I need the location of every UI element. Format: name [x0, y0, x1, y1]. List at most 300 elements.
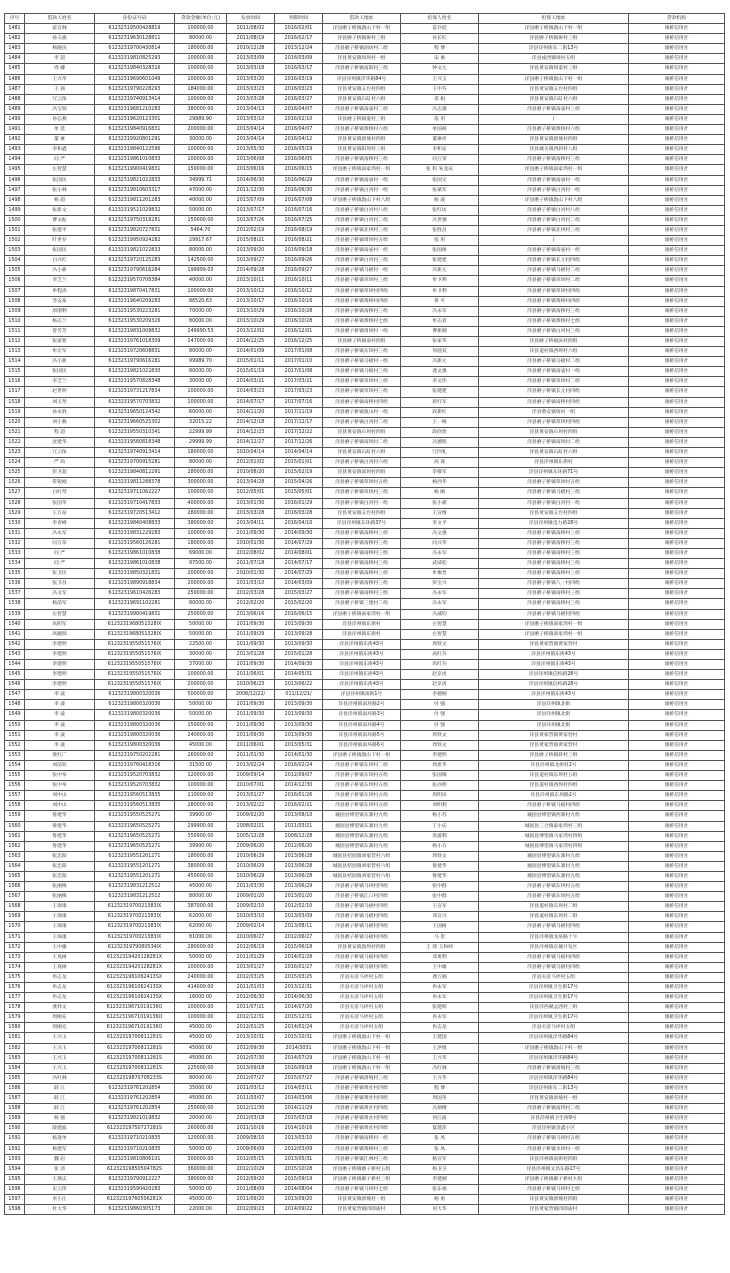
cell-institution: 康桥信用社 — [629, 771, 725, 781]
cell-guarantor: 王洪维 — [401, 1043, 479, 1053]
cell-borrower: 王兴玉 — [25, 1033, 95, 1043]
table-row — [5, 932, 725, 942]
cell-borrower: 曾芳芳 — [25, 326, 95, 336]
cell-borrower: 鲁建华 — [25, 821, 95, 831]
cell-issue-date: 2012/10/29 — [227, 1164, 275, 1174]
cell-borrower-address: 洋县洋州镇南环路4号 — [323, 720, 401, 730]
cell-seq: 1596 — [5, 1184, 25, 1194]
cell-amount: 80000.00 — [175, 599, 227, 609]
cell-seq: 1544 — [5, 660, 25, 670]
cell-amount: 22500.00 — [175, 639, 227, 649]
cell-borrower: 杨晓民 — [25, 44, 95, 54]
cell-id-number: 6123231955051576IX — [95, 649, 175, 659]
cell-issue-date: 2013/04/11 — [227, 518, 275, 528]
table-row — [5, 276, 725, 286]
cell-borrower: 冉志龙 — [25, 972, 95, 982]
cell-amount: 180000.00 — [175, 44, 227, 54]
cell-id-number: 61232319570708384 — [95, 276, 175, 286]
cell-guarantor-address: 洋县磨子桥镇南家湾村一组 — [479, 619, 629, 629]
cell-borrower-address: 洋县关帝马坪村五组 — [323, 972, 401, 982]
cell-guarantor-address: 洋县磨子桥镇马坝村五组 — [479, 1134, 629, 1144]
cell-borrower-address: 洋县磨子桥镇马板村四组 — [323, 962, 401, 972]
cell-due-date: 2017/12/26 — [275, 437, 323, 447]
cell-borrower: 刘前钊 — [25, 760, 95, 770]
cell-guarantor: 张东福 — [401, 1184, 479, 1194]
table-row — [5, 781, 725, 791]
table-row — [5, 993, 725, 1003]
cell-amount: 80000.00 — [175, 367, 227, 377]
cell-due-date: 2017/07/16 — [275, 397, 323, 407]
cell-amount: 380000.00 — [175, 1174, 227, 1184]
cell-borrower-address: 洋县磨子桥镇马板村四组 — [323, 952, 401, 962]
cell-guarantor: 问兴华 — [401, 538, 479, 548]
cell-amount: 250000.00 — [175, 589, 227, 599]
cell-amount: 142500.00 — [175, 256, 227, 266]
cell-guarantor: 鲁建华 — [401, 871, 479, 881]
cell-seq: 1578 — [5, 1003, 25, 1013]
cell-id-number: 61232319821022830 — [95, 367, 175, 377]
cell-due-date: 2016/06/15 — [275, 165, 323, 175]
table-row — [5, 397, 725, 407]
cell-amount: 150000.00 — [175, 165, 227, 175]
cell-guarantor-address: 洋县洋州镇东街村 — [479, 458, 629, 468]
cell-borrower-address: 洋县磨子桥镇敦山下村一组 — [323, 750, 401, 760]
cell-seq: 1482 — [5, 34, 25, 44]
cell-seq: 1587 — [5, 1094, 25, 1104]
cell-amount: 62000.00 — [175, 912, 227, 922]
cell-issue-date: 2013/03/20 — [227, 74, 275, 84]
cell-issue-date: 2010/12/28 — [227, 44, 275, 54]
cell-borrower-address: 洋县磨子桥镇黄桥村四组 — [323, 296, 401, 306]
cell-id-number: 61232319570703832 — [95, 397, 175, 407]
cell-issue-date: 2014/12/23 — [227, 427, 275, 437]
cell-amount: 50000.00 — [175, 205, 227, 215]
cell-borrower-address: 洋县洋州镇东街43号 — [323, 680, 401, 690]
cell-borrower-address: 洋县磨子桥镇黄社村四组 — [323, 1114, 401, 1124]
cell-due-date: 2016/08/21 — [275, 236, 323, 246]
cell-id-number: 61232319690601049 — [95, 74, 175, 84]
cell-guarantor-address: 洋县磨子桥镇东坝村五组 — [479, 882, 629, 892]
cell-seq: 1593 — [5, 1154, 25, 1164]
cell-borrower: 李建明 — [25, 649, 95, 659]
cell-borrower: 高婉瑞 — [25, 629, 95, 639]
cell-due-date: 2013/03/10 — [275, 1134, 323, 1144]
cell-issue-date: 2011/09/20 — [227, 1194, 275, 1204]
cell-institution: 康桥信用社 — [629, 84, 725, 94]
cell-guarantor: 张小骐 — [401, 498, 479, 508]
cell-borrower-address: 洋县磨子桥镇马板村一组 — [323, 357, 401, 367]
cell-institution: 康桥信用社 — [629, 619, 725, 629]
cell-issue-date: 2013/07/09 — [227, 195, 275, 205]
cell-issue-date: 2012/08/02 — [227, 548, 275, 558]
cell-issue-date: 2011/08/02 — [227, 24, 275, 34]
cell-guarantor: 李和安 — [401, 145, 479, 155]
cell-issue-date: 2012/03/25 — [227, 972, 275, 982]
cell-institution: 康桥信用社 — [629, 145, 725, 155]
cell-guarantor-address: 洋县磨子桥镇敦山下村一组 — [479, 74, 629, 84]
cell-due-date: 2016/07/25 — [275, 215, 323, 225]
cell-issue-date: 2014/03/21 — [227, 377, 275, 387]
cell-guarantor: 李建明 — [401, 750, 479, 760]
table-row — [5, 1033, 725, 1043]
cell-due-date: 2015/01/01 — [275, 458, 323, 468]
table-row — [5, 619, 725, 629]
cell-guarantor: 冉志龙 — [401, 1023, 479, 1033]
cell-borrower-address: 洋县洋州镇东街村 — [323, 629, 401, 639]
cell-issue-date: 2011/01/29 — [227, 952, 275, 962]
cell-borrower-address: 洋县关帝马坪村五组 — [323, 993, 401, 1003]
cell-issue-date: 2010/04/14 — [227, 448, 275, 458]
cell-due-date: 2015/01/28 — [275, 649, 323, 659]
cell-institution: 康桥信用社 — [629, 175, 725, 185]
cell-seq: 1487 — [5, 84, 25, 94]
cell-guarantor: 周铁文 — [401, 639, 479, 649]
cell-seq: 1526 — [5, 478, 25, 488]
table-row — [5, 629, 725, 639]
cell-due-date: 2016/02/17 — [275, 34, 323, 44]
cell-id-number: 6123231955051576IX — [95, 680, 175, 690]
cell-guarantor-address: 洋县洋西赫孟西村三组 — [479, 1003, 629, 1013]
table-row — [5, 791, 725, 801]
cell-id-number: 61232319750318281 — [95, 215, 175, 225]
cell-guarantor-address: 城固县博望镇马家湾村四组 — [479, 831, 629, 841]
cell-due-date: 2016/01/29 — [275, 498, 323, 508]
table-row — [5, 962, 725, 972]
table-row — [5, 1194, 725, 1204]
cell-issue-date: 2013/04/14 — [227, 135, 275, 145]
cell-issue-date: 2011/03/07 — [227, 1094, 275, 1104]
cell-guarantor: 宋 俊 — [401, 54, 479, 64]
cell-institution: 康桥信用社 — [629, 1013, 725, 1023]
cell-institution: 康桥信用社 — [629, 337, 725, 347]
cell-amount: 32015.22 — [175, 417, 227, 427]
header-cell-borrower-address: 借款人地址 — [323, 14, 401, 24]
cell-issue-date: 2013/09/27 — [227, 256, 275, 266]
cell-guarantor: 牟卫利 — [401, 276, 479, 286]
table-row — [5, 326, 725, 336]
cell-guarantor-address: 洋县洋州镇东环路71号 — [479, 468, 629, 478]
cell-guarantor-address: 洋县洋州镇信校路28号 — [479, 670, 629, 680]
cell-seq: 1512 — [5, 337, 25, 347]
cell-due-date: 2016/10/16 — [275, 296, 323, 306]
cell-amount: 80000.00 — [175, 892, 227, 902]
cell-borrower: 刘中山 — [25, 801, 95, 811]
cell-guarantor-address: 洋县洋州镇东街43号 — [479, 690, 629, 700]
cell-issue-date: 2013/02/24 — [227, 760, 275, 770]
cell-guarantor: 王建国 — [401, 1033, 479, 1043]
cell-seq: 1575 — [5, 972, 25, 982]
table-row — [5, 256, 725, 266]
cell-borrower-address: 洋县磨子桥镇周坝村五组 — [323, 236, 401, 246]
cell-seq: 1590 — [5, 1124, 25, 1134]
cell-seq: 1546 — [5, 680, 25, 690]
cell-borrower-address: 城固县博望镇东寨村九组 — [323, 821, 401, 831]
cell-due-date: 2015/03/27 — [275, 589, 323, 599]
cell-institution: 康桥信用社 — [629, 579, 725, 589]
cell-due-date: 2014/09/30 — [275, 660, 323, 670]
cell-amount: 100000.00 — [175, 94, 227, 104]
cell-due-date: 2013/01/20 — [275, 892, 323, 902]
cell-borrower-address: 洋县洋州镇东街43号 — [323, 649, 401, 659]
cell-seq: 1560 — [5, 821, 25, 831]
cell-borrower: 问 严 — [25, 548, 95, 558]
cell-id-number: 61232319500428819 — [95, 24, 175, 34]
cell-id-number: 61232319551201271 — [95, 871, 175, 881]
cell-guarantor-address: 洋县黄安镇滑坡村一组 — [479, 1094, 629, 1104]
cell-guarantor-address: 洋县磨子桥镇草坝村五组 — [479, 478, 629, 488]
cell-borrower: 白红琴 — [25, 488, 95, 498]
cell-seq: 1503 — [5, 246, 25, 256]
header-cell-amount: 贷款金额(单位:元) — [175, 14, 227, 24]
cell-seq: 1547 — [5, 690, 25, 700]
cell-borrower: 叶世存 — [25, 236, 95, 246]
cell-institution: 康桥信用社 — [629, 781, 725, 791]
table-row — [5, 135, 725, 145]
cell-guarantor: 冯永军 — [401, 306, 479, 316]
cell-issue-date: 2012/09/20 — [227, 1174, 275, 1184]
cell-id-number: 61232319610426283 — [95, 589, 175, 599]
cell-due-date: 2013/06/22 — [275, 680, 323, 690]
cell-borrower-address: 洋县磨子桥镇白河村一组 — [323, 185, 401, 195]
cell-due-date: 2014/06/30 — [275, 993, 323, 1003]
cell-issue-date: 2012/09/30 — [227, 1043, 275, 1053]
cell-borrower: 冯小新 — [25, 266, 95, 276]
cell-id-number: 61232319530223281 — [95, 306, 175, 316]
cell-borrower-address: 洋县磨子桥镇南桥村三组 — [323, 548, 401, 558]
cell-due-date: 2017/12/22 — [275, 427, 323, 437]
cell-issue-date: 2011/12/30 — [227, 185, 275, 195]
cell-borrower-address: 洋县磨子桥镇南家湾村一组 — [323, 165, 401, 175]
cell-institution: 康桥信用社 — [629, 316, 725, 326]
cell-due-date: 2014/01/24 — [275, 1023, 323, 1033]
cell-guarantor: 冉永军 — [401, 1013, 479, 1023]
cell-issue-date: 2013/04/14 — [227, 125, 275, 135]
cell-guarantor: 张国文 — [401, 175, 479, 185]
cell-due-date: 2016/03/09 — [275, 54, 323, 64]
header-cell-id-number: 身份证号码 — [95, 14, 175, 24]
cell-guarantor-address: 洋县磨子桥镇南坝村二组 — [479, 437, 629, 447]
cell-guarantor: 杨 刚 — [401, 488, 479, 498]
cell-issue-date: 2013/05/30 — [227, 145, 275, 155]
cell-borrower: 杨前军 — [25, 599, 95, 609]
cell-guarantor-address: 洋县黄安镇石坝村四组 — [479, 427, 629, 437]
cell-guarantor: 张胜昌 — [401, 225, 479, 235]
cell-due-date: 2012/06/20 — [275, 841, 323, 851]
cell-seq: 1490 — [5, 114, 25, 124]
cell-guarantor-address: 城固县博望镇东寨村九组 — [479, 851, 629, 861]
cell-borrower: 冯红林 — [25, 1073, 95, 1083]
cell-issue-date: 2011/09/30 — [227, 528, 275, 538]
cell-guarantor: 张 科 朱龙庆 — [401, 165, 479, 175]
cell-guarantor: 何庭双 — [401, 347, 479, 357]
cell-amount: 100000.00 — [175, 54, 227, 64]
cell-guarantor-address: 洋县磨子桥镇南桥村三组 — [479, 548, 629, 558]
cell-institution: 康桥信用社 — [629, 205, 725, 215]
cell-issue-date: 2011/10/16 — [227, 1124, 275, 1134]
table-row — [5, 680, 725, 690]
cell-seq: 1534 — [5, 559, 25, 569]
cell-borrower: 王兴玉 — [25, 1063, 95, 1073]
cell-guarantor: 邓勇利 — [401, 952, 479, 962]
table-row — [5, 145, 725, 155]
cell-id-number: 61232319710417833 — [95, 498, 175, 508]
cell-borrower: 白兴红 — [25, 256, 95, 266]
cell-issue-date: 2008/12/22/ — [227, 690, 275, 700]
cell-guarantor-address: 洋县黄家营镇四郎庙村 — [479, 1205, 629, 1215]
cell-borrower-address: 洋县磨子桥镇南桥村三组 — [323, 559, 401, 569]
cell-amount: 100000.00 — [175, 781, 227, 791]
cell-guarantor-address: 洋县磨子桥镇黄桥村四组 — [479, 296, 629, 306]
cell-amount: 280000.00 — [175, 942, 227, 952]
cell-borrower-address: 洋县关帝马坪村五组 — [323, 1003, 401, 1013]
cell-seq: 1543 — [5, 649, 25, 659]
cell-guarantor: 冯新元 — [401, 357, 479, 367]
cell-seq: 1582 — [5, 1043, 25, 1053]
cell-guarantor-address: 洋县磨子桥镇黄桥村六组 — [479, 125, 629, 135]
cell-guarantor-address: 洋县磨子桥镇黄桥村七组 — [479, 316, 629, 326]
cell-seq: 1484 — [5, 54, 25, 64]
cell-seq: 1485 — [5, 64, 25, 74]
cell-id-number: 61232319671019136O — [95, 1023, 175, 1033]
cell-issue-date: 2011/09/30 — [227, 619, 275, 629]
cell-id-number: 61232319560513835 — [95, 801, 175, 811]
cell-borrower: 高明军 — [25, 619, 95, 629]
cell-guarantor: 王宣维 — [401, 508, 479, 518]
cell-borrower-address: 洋县磨子桥镇南桥村三组 — [323, 528, 401, 538]
table-row — [5, 528, 725, 538]
cell-amount: 150000.00 — [175, 720, 227, 730]
table-row — [5, 559, 725, 569]
cell-amount: 69000.00 — [175, 548, 227, 558]
cell-guarantor: 张建建 — [401, 256, 479, 266]
cell-issue-date: 2010/06/29 — [227, 871, 275, 881]
cell-due-date: 2014/07/29 — [275, 569, 323, 579]
cell-due-date: 2016/07/16 — [275, 205, 323, 215]
cell-amount: 45000.00 — [175, 1043, 227, 1053]
cell-due-date: 2015/09/19 — [275, 1174, 323, 1184]
cell-seq: 1517 — [5, 387, 25, 397]
cell-guarantor-address: 洋县磨子桥镇长元村四组 — [479, 256, 629, 266]
cell-amount: 35000.00 — [175, 1083, 227, 1093]
cell-guarantor-address: 洋县洋州镇金鑫小区 — [479, 1124, 629, 1134]
cell-amount: 110000.00 — [175, 791, 227, 801]
cell-institution: 康桥信用社 — [629, 629, 725, 639]
cell-borrower-address: 洋县磨子桥镇白河村三组 — [323, 256, 401, 266]
cell-institution: 康桥信用社 — [629, 377, 725, 387]
cell-guarantor-address: 洋县磨子桥镇北坝村三组 — [479, 225, 629, 235]
cell-amount: 100000.00 — [175, 64, 227, 74]
cell-institution: 康桥信用社 — [629, 1063, 725, 1073]
cell-guarantor: 付 强 — [401, 720, 479, 730]
cell-due-date: 2013/09/30 — [275, 710, 323, 720]
cell-issue-date: 2014/12/27 — [227, 437, 275, 447]
cell-borrower: 史云伟 — [25, 1184, 95, 1194]
cell-id-number: 61232319840916831 — [95, 125, 175, 135]
cell-guarantor-address: 洋县磨子桥镇南庙村一组 — [479, 246, 629, 256]
cell-guarantor-address: 洋县磨子桥镇敦山下村一组 — [479, 1043, 629, 1053]
cell-amount: 45000.00 — [175, 1033, 227, 1043]
cell-id-number: 61232319920801291 — [95, 135, 175, 145]
cell-seq: 1594 — [5, 1164, 25, 1174]
cell-borrower-address: 洋县磨子桥镇滑坡村三组 — [323, 1073, 401, 1083]
cell-borrower: 王中雄 — [25, 942, 95, 952]
cell-institution: 康桥信用社 — [629, 1194, 725, 1204]
cell-issue-date: 2014/09/28 — [227, 266, 275, 276]
cell-guarantor-address: 洋县洋州镇卫生街17号 — [479, 1013, 629, 1023]
cell-guarantor: 张家华 — [401, 337, 479, 347]
cell-due-date: 2016/03/28 — [275, 508, 323, 518]
cell-institution: 康桥信用社 — [629, 1083, 725, 1093]
cell-issue-date: 2012/11/30 — [227, 1104, 275, 1114]
cell-amount: 200000.00 — [175, 579, 227, 589]
cell-seq: 1552 — [5, 740, 25, 750]
cell-borrower: 张国民 — [25, 367, 95, 377]
cell-guarantor-address: 洋县黄家营镇黄家营村 — [479, 740, 629, 750]
cell-issue-date: 2010/06/23 — [227, 680, 275, 690]
cell-borrower-address: 城固县桔园镇刘家营村六组 — [323, 861, 401, 871]
cell-seq: 1514 — [5, 357, 25, 367]
cell-borrower: 鲁建华 — [25, 811, 95, 821]
cell-institution: 康桥信用社 — [629, 1073, 725, 1083]
cell-guarantor-address: 洋县磨子桥镇马板村二组 — [479, 357, 629, 367]
cell-institution: 康桥信用社 — [629, 710, 725, 720]
cell-institution: 康桥信用社 — [629, 892, 725, 902]
cell-borrower: 杨 超 — [25, 195, 95, 205]
cell-due-date: 011/12/21/ — [275, 690, 323, 700]
cell-amount: 62000.00 — [175, 922, 227, 932]
cell-id-number: 61232319530209326 — [95, 316, 175, 326]
cell-guarantor: 李文伟 — [401, 377, 479, 387]
cell-seq: 1529 — [5, 508, 25, 518]
cell-institution: 康桥信用社 — [629, 24, 725, 34]
cell-borrower-address: 洋县磨子桥镇草坝村三组 — [323, 276, 401, 286]
cell-due-date: 2015/04/26 — [275, 478, 323, 488]
cell-guarantor: 冯文强 — [401, 528, 479, 538]
cell-id-number: 61232319900419831 — [95, 165, 175, 175]
cell-guarantor-address: 洋县洋州镇北街 — [479, 710, 629, 720]
cell-due-date: 2014/09/22 — [275, 1205, 323, 1215]
cell-seq: 1566 — [5, 882, 25, 892]
cell-borrower-address: 洋县磨子桥镇南桥村三组 — [323, 306, 401, 316]
cell-borrower: 周朋利 — [25, 306, 95, 316]
cell-id-number: 6123231979080534IX — [95, 942, 175, 952]
cell-institution: 康桥信用社 — [629, 185, 725, 195]
cell-issue-date: 2012/01/02 — [227, 458, 275, 468]
cell-issue-date: 2014/06/30 — [227, 175, 275, 185]
table-row — [5, 94, 725, 104]
cell-institution: 康桥信用社 — [629, 498, 725, 508]
table-row — [5, 821, 725, 831]
cell-borrower-address: 洋县洋州镇南环路5号 — [323, 730, 401, 740]
cell-borrower-address: 洋县磨子桥镇江口村四组 — [323, 892, 401, 902]
cell-due-date: 2014/03/09 — [275, 579, 323, 589]
cell-borrower-address: 洋县磨子桥镇黄桥村三组 — [323, 1144, 401, 1154]
cell-borrower-address: 洋县磨子桥镇白河村六组 — [323, 458, 401, 468]
table-row — [5, 24, 725, 34]
cell-due-date: 2014/12/30 — [275, 781, 323, 791]
cell-guarantor: 王兴华 — [401, 1053, 479, 1063]
cell-seq: 1496 — [5, 175, 25, 185]
cell-amount: 100000.00 — [175, 962, 227, 972]
cell-seq: 1522 — [5, 437, 25, 447]
cell-guarantor-address: 洋县洋州镇北街村2号 — [479, 760, 629, 770]
cell-borrower: 张忠阳 — [25, 861, 95, 871]
cell-institution: 康桥信用社 — [629, 256, 725, 266]
cell-guarantor: 冉永军 — [401, 983, 479, 993]
cell-guarantor-address: 洋县洋州镇洋华路84号 — [479, 1073, 629, 1083]
cell-id-number: 6123231968051328IX — [95, 619, 175, 629]
cell-seq: 1550 — [5, 720, 25, 730]
